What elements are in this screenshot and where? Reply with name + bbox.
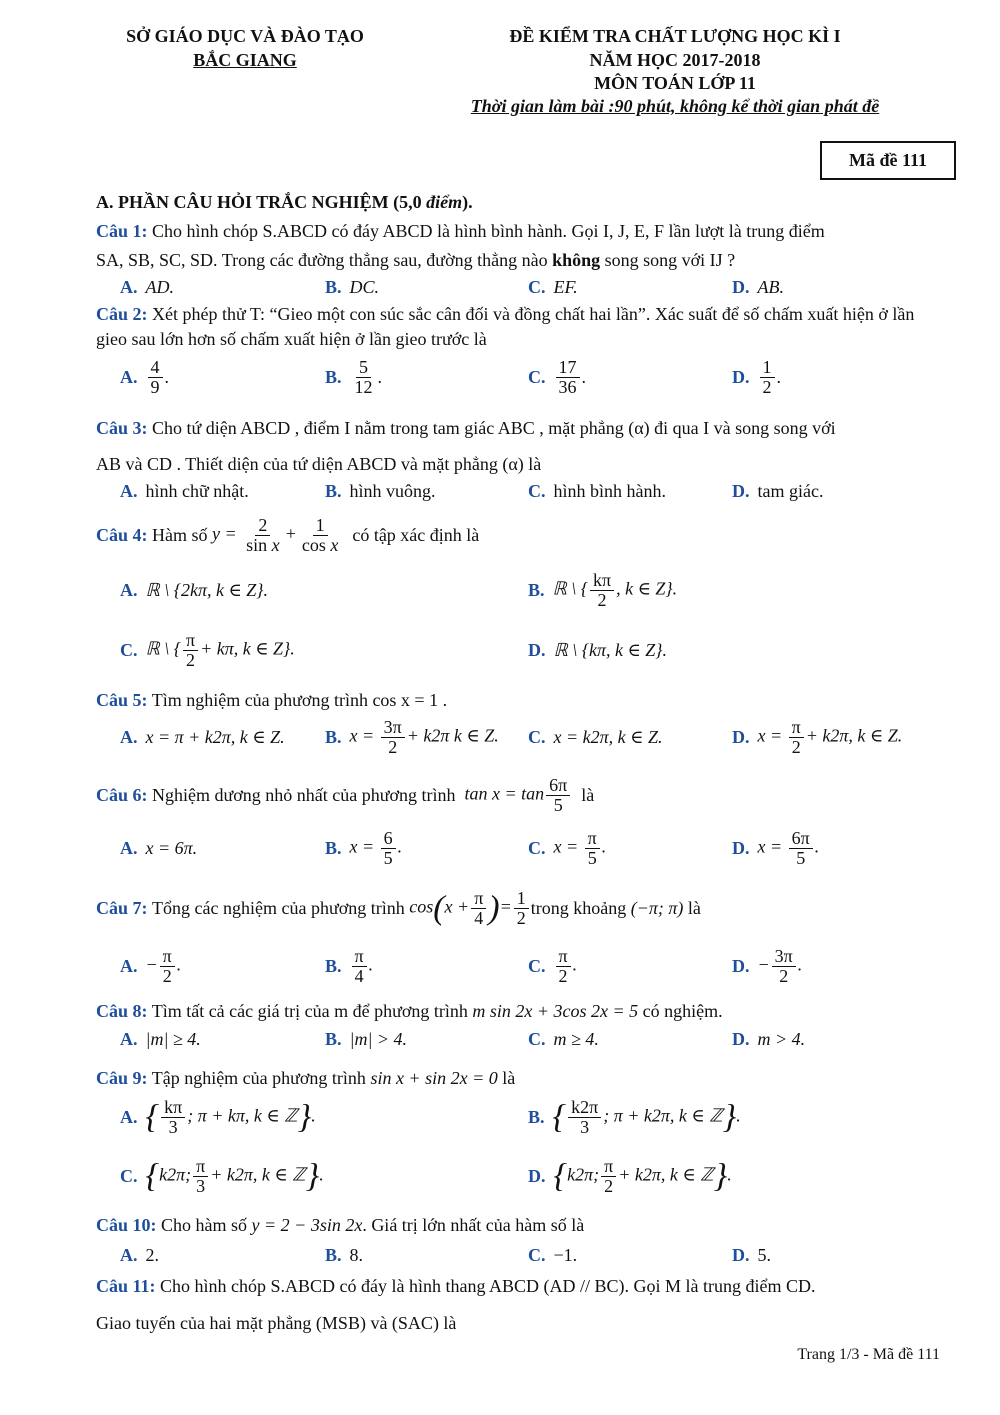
question-6-options bbox=[120, 826, 950, 870]
question-label: Câu 6: bbox=[96, 784, 148, 805]
option-c[interactable]: C. $\frac{17}{36}$ . bbox=[528, 356, 586, 397]
question-6: Câu 6: Nghiệm dương nhỏ nhất của phương trình tan x = tan $\frac{6\pi}{5}$ là bbox=[96, 774, 595, 815]
option-a[interactable]: A. $\frac{4}{9}$ . bbox=[120, 356, 169, 397]
option-c[interactable]: C. ℝ \ { $\frac{\pi}{2}$ + kπ, k ∈ Z}. bbox=[120, 629, 295, 670]
option-c[interactable]: C. x = $\frac{\pi}{5}$ . bbox=[528, 827, 607, 868]
option-b[interactable]: B. |m| > 4. bbox=[325, 1028, 408, 1049]
question-label: Câu 10: bbox=[96, 1215, 157, 1235]
option-d[interactable]: D. {k2π; $\frac{\pi}{2}$ + k2π, k ∈ ℤ}. bbox=[528, 1155, 732, 1196]
question-7: Câu 7: Tổng các nghiệm của phương trình cos(x + $\frac{\pi}{4}$ )= $\frac{1}{2}$ trong khoảng (−π; π) là bbox=[96, 887, 701, 928]
option-a[interactable]: A. x = π + k2π, k ∈ Z. bbox=[120, 726, 285, 747]
option-a[interactable]: A. − $\frac{\pi}{2}$ . bbox=[120, 945, 182, 986]
question-label: Câu 5: bbox=[96, 690, 148, 710]
option-c[interactable]: C. x = k2π, k ∈ Z. bbox=[528, 726, 663, 747]
option-b[interactable]: B. $\frac{\pi}{4}$ . bbox=[325, 945, 374, 986]
option-b[interactable]: B. $\frac{5}{12}$ . bbox=[325, 356, 383, 397]
question-label: Câu 4: bbox=[96, 524, 148, 545]
question-4-options-ab bbox=[120, 568, 950, 612]
option-c[interactable]: C. m ≥ 4. bbox=[528, 1028, 599, 1049]
option-c[interactable]: C. {k2π; $\frac{\pi}{3}$ + k2π, k ∈ ℤ}. bbox=[120, 1155, 324, 1196]
option-d[interactable]: D. x = $\frac{6\pi}{5}$ . bbox=[732, 827, 820, 868]
school-year: NĂM HỌC 2017-2018 bbox=[589, 50, 761, 70]
province-name: BẮC GIANG bbox=[193, 50, 297, 70]
option-b[interactable]: B. DC. bbox=[325, 276, 380, 297]
option-a[interactable]: A. ℝ \ {2kπ, k ∈ Z}. bbox=[120, 579, 268, 600]
option-a[interactable]: A. 2. bbox=[120, 1244, 159, 1265]
option-d[interactable]: D. m > 4. bbox=[732, 1028, 806, 1049]
question-2: Câu 2: Xét phép thử T: “Gieo một con súc sắc cân đối và đồng chất hai lần”. Xác suất để số chấm xuất hiện ở lần gieo sau lớn hơn số chấm xuất hiện ở lần gieo trước là bbox=[96, 304, 915, 349]
option-d[interactable]: D. tam giác. bbox=[732, 480, 824, 501]
option-c[interactable]: C. EF. bbox=[528, 276, 578, 297]
question-8: Câu 8: Tìm tất cả các giá trị của m để phương trình m sin 2x + 3cos 2x = 5 có nghiệm. bbox=[96, 1001, 723, 1021]
option-c[interactable]: C. −1. bbox=[528, 1244, 578, 1265]
option-b[interactable]: B. ℝ \ { $\frac{k\pi}{2}$ , k ∈ Z}. bbox=[528, 569, 678, 610]
option-b[interactable]: B. hình vuông. bbox=[325, 480, 436, 501]
department-name: SỞ GIÁO DỤC VÀ ĐÀO TẠO bbox=[126, 26, 364, 46]
option-b[interactable]: B. { $\frac{k2\pi}{3}$ ; π + k2π, k ∈ ℤ}. bbox=[528, 1096, 741, 1137]
page-footer: Trang 1/3 - Mã đề 111 bbox=[797, 1346, 940, 1363]
question-label: Câu 11: bbox=[96, 1276, 156, 1296]
option-d[interactable]: D. $\frac{1}{2}$ . bbox=[732, 356, 781, 397]
option-a[interactable]: A. hình chữ nhật. bbox=[120, 480, 249, 501]
question-4: Câu 4: Hàm số y = $\frac{2}{\text{sin x}}$ + $\frac{1}{\text{cos x}}$ có tập xác định là bbox=[96, 514, 480, 555]
question-label: Câu 8: bbox=[96, 1001, 148, 1021]
section-title: A. PHẦN CÂU HỎI TRẮC NGHIỆM (5,0 điểm). bbox=[96, 192, 473, 212]
question-1: Câu 1: Cho hình chóp S.ABCD có đáy ABCD là hình bình hành. Gọi I, J, E, F lần lượt là trung điểm SA, SB, SC, SD. Trong các đường thẳng sau, đường thẳng nào không song song với IJ ? bbox=[96, 221, 825, 270]
time-limit: Thời gian làm bài :90 phút, không kể thời gian phát đề bbox=[470, 96, 880, 116]
question-9-options-ab bbox=[120, 1093, 950, 1141]
question-11: Câu 11: Cho hình chóp S.ABCD có đáy là hình thang ABCD (AD // BC). Gọi M là trung điểm CD. Giao tuyến của hai mặt phẳng (MSB) và (SAC) là bbox=[96, 1276, 816, 1333]
subject: MÔN TOÁN LỚP 11 bbox=[594, 73, 756, 93]
option-a[interactable]: A. x = 6π. bbox=[120, 837, 198, 858]
question-label: Câu 9: bbox=[96, 1068, 148, 1088]
exam-title: ĐỀ KIỂM TRA CHẤT LƯỢNG HỌC KÌ I bbox=[509, 26, 841, 46]
exam-code-box: Mã đề 111 bbox=[820, 141, 956, 180]
option-b[interactable]: B. x = $\frac{6}{5}$ . bbox=[325, 827, 403, 868]
option-a[interactable]: A. { $\frac{k\pi}{3}$ ; π + kπ, k ∈ ℤ}. bbox=[120, 1096, 316, 1137]
option-b[interactable]: B. 8. bbox=[325, 1244, 364, 1265]
question-8-options bbox=[120, 1017, 950, 1061]
option-d[interactable]: D. − $\frac{3\pi}{2}$ . bbox=[732, 945, 803, 986]
question-9: Câu 9: Tập nghiệm của phương trình sin x + sin 2x = 0 là bbox=[96, 1068, 516, 1088]
option-c[interactable]: C. $\frac{\pi}{2}$ . bbox=[528, 945, 578, 986]
option-c[interactable]: C. hình bình hành. bbox=[528, 480, 666, 501]
option-d[interactable]: D. AB. bbox=[732, 276, 784, 297]
question-10: Câu 10: Cho hàm số y = 2 − 3sin 2x. Giá trị lớn nhất của hàm số là bbox=[96, 1215, 585, 1235]
question-5-options bbox=[120, 715, 950, 759]
question-7-options bbox=[120, 944, 950, 988]
option-a[interactable]: A. AD. bbox=[120, 276, 174, 297]
question-label: Câu 3: bbox=[96, 418, 148, 438]
question-9-options-cd bbox=[120, 1152, 950, 1200]
question-5: Câu 5: Tìm nghiệm của phương trình cos x = 1 . bbox=[96, 690, 448, 710]
option-b[interactable]: B. x = $\frac{3\pi}{2}$ + k2π k ∈ Z. bbox=[325, 716, 499, 757]
question-label: Câu 1: bbox=[96, 221, 148, 241]
option-d[interactable]: D. 5. bbox=[732, 1244, 771, 1265]
question-3-options bbox=[120, 469, 950, 513]
option-d[interactable]: D. ℝ \ {kπ, k ∈ Z}. bbox=[528, 639, 667, 660]
question-2-options bbox=[120, 355, 950, 399]
question-label: Câu 7: bbox=[96, 897, 148, 918]
question-3: Câu 3: Cho tứ diện ABCD , điểm I nằm trong tam giác ABC , mặt phẳng (α) đi qua I và song song với AB và CD . Thiết diện của tứ diện ABCD và mặt phẳng (α) là bbox=[96, 418, 836, 474]
option-a[interactable]: A. |m| ≥ 4. bbox=[120, 1028, 201, 1049]
question-label: Câu 2: bbox=[96, 304, 148, 324]
question-4-options-cd bbox=[120, 628, 950, 672]
option-d[interactable]: D. x = $\frac{\pi}{2}$ + k2π, k ∈ Z. bbox=[732, 716, 903, 757]
